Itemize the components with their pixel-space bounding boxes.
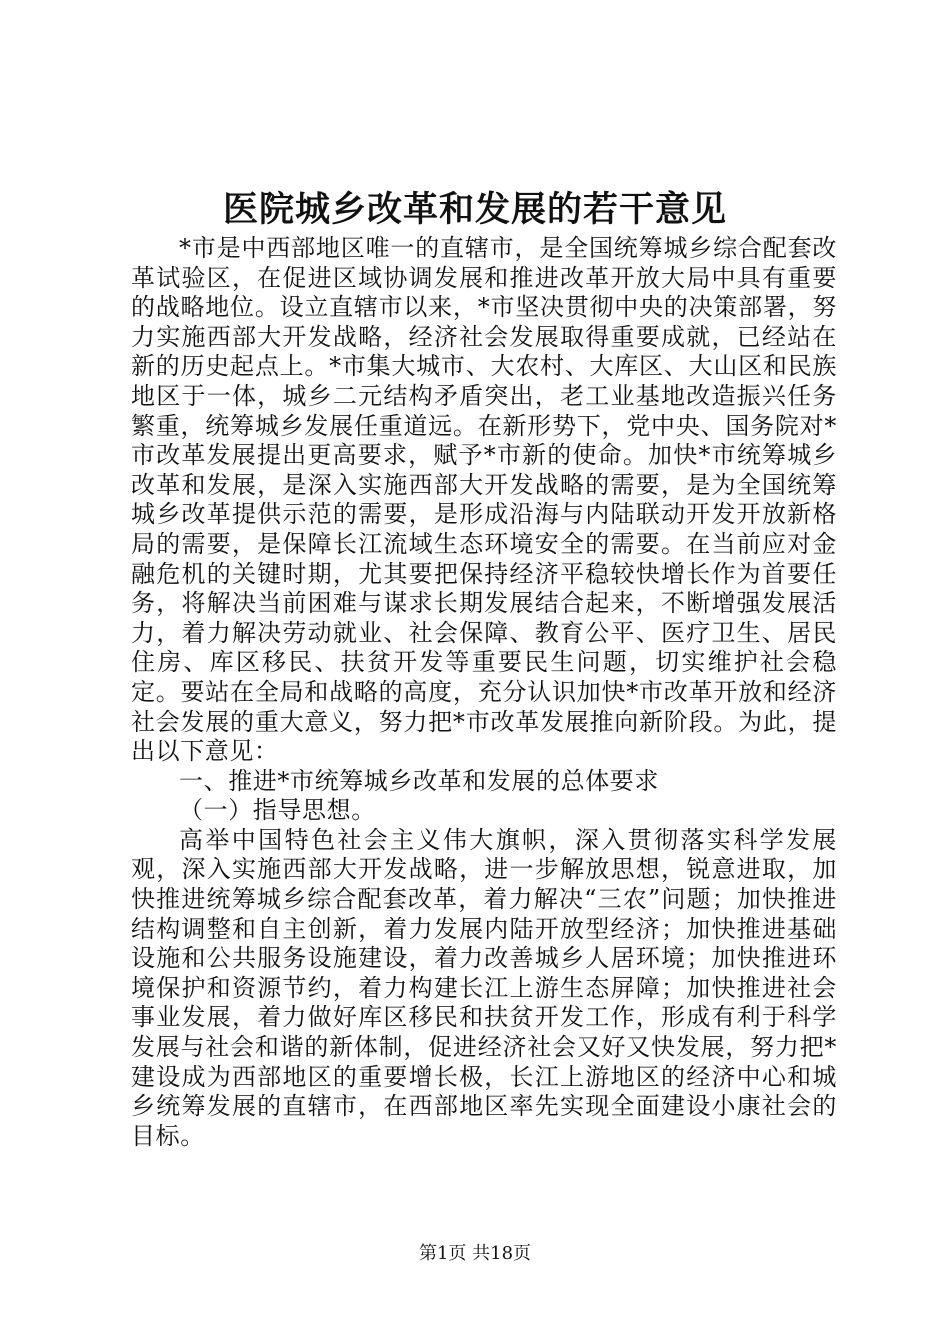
- page-number: 第1页 共18页: [418, 1243, 532, 1264]
- document-title: 医院城乡改革和发展的若干意见: [222, 189, 727, 230]
- document-body: [131, 234, 837, 1151]
- intro-paragraph: *市是中西部地区唯一的直辖市，是全国统筹城乡综合配套改革试验区，在促进区域协调发展和推进改革开放大局中具有重要的战略地位。设立直辖市以来，*市坚决贯彻中央的决策部署，努力实施西部大开发战略，经济社会发展取得重要成就，已经站在新的历史起点上。*市集大城市、大农村、大库区、大山区和民族地区于一体，城乡二元结构矛盾突出，老工业基地改造振兴任务繁重，统筹城乡发展任重道远。在新形势下，党中央、国务院对*市改革发展提出更高要求，赋予*市新的使命。加快*市统筹城乡改革和发展，是深入实施西部大开发战略的需要，是为全国统筹城乡改革提供示范的需要，是形成沿海与内陆联动开发开放新格局的需要，是保障长江流域生态环境安全的需要。在当前应对金融危机的关键时期，尤其要把保持经济平稳较快增长作为首要任务，将解决当前困难与谋求长期发展结合起来，不断增强发展活力，着力解决劳动就业、社会保障、教育公平、医疗卫生、居民住房、库区移民、扶贫开发等重要民生问题，切实维护社会稳定。要站在全局和战略的高度，充分认识加快*市改革开放和经济社会发展的重大意义，努力把*市改革发展推向新阶段。为此，提出以下意见：: [131, 234, 837, 766]
- guiding-thought-paragraph: 高举中国特色社会主义伟大旗帜，深入贯彻落实科学发展观，深入实施西部大开发战略，进一步解放思想，锐意进取，加快推进统筹城乡综合配套改革，着力解决“三农”问题；加快推进结构调整和自主创新，着力发展内陆开放型经济；加快推进基础设施和公共服务设施建设，着力改善城乡人居环境；加快推进环境保护和资源节约，着力构建长江上游生态屏障；加快推进社会事业发展，着力做好库区移民和扶贫开发工作，形成有利于科学发展与社会和谐的新体制，促进经济社会又好又快发展，努力把*建设成为西部地区的重要增长极，长江上游地区的经济中心和城乡统筹发展的直辖市，在西部地区率先实现全面建设小康社会的目标。: [131, 825, 837, 1150]
- section-heading: 一、推进*市统筹城乡改革和发展的总体要求: [179, 766, 659, 795]
- subsection-heading: （一）指导思想。: [179, 796, 376, 825]
